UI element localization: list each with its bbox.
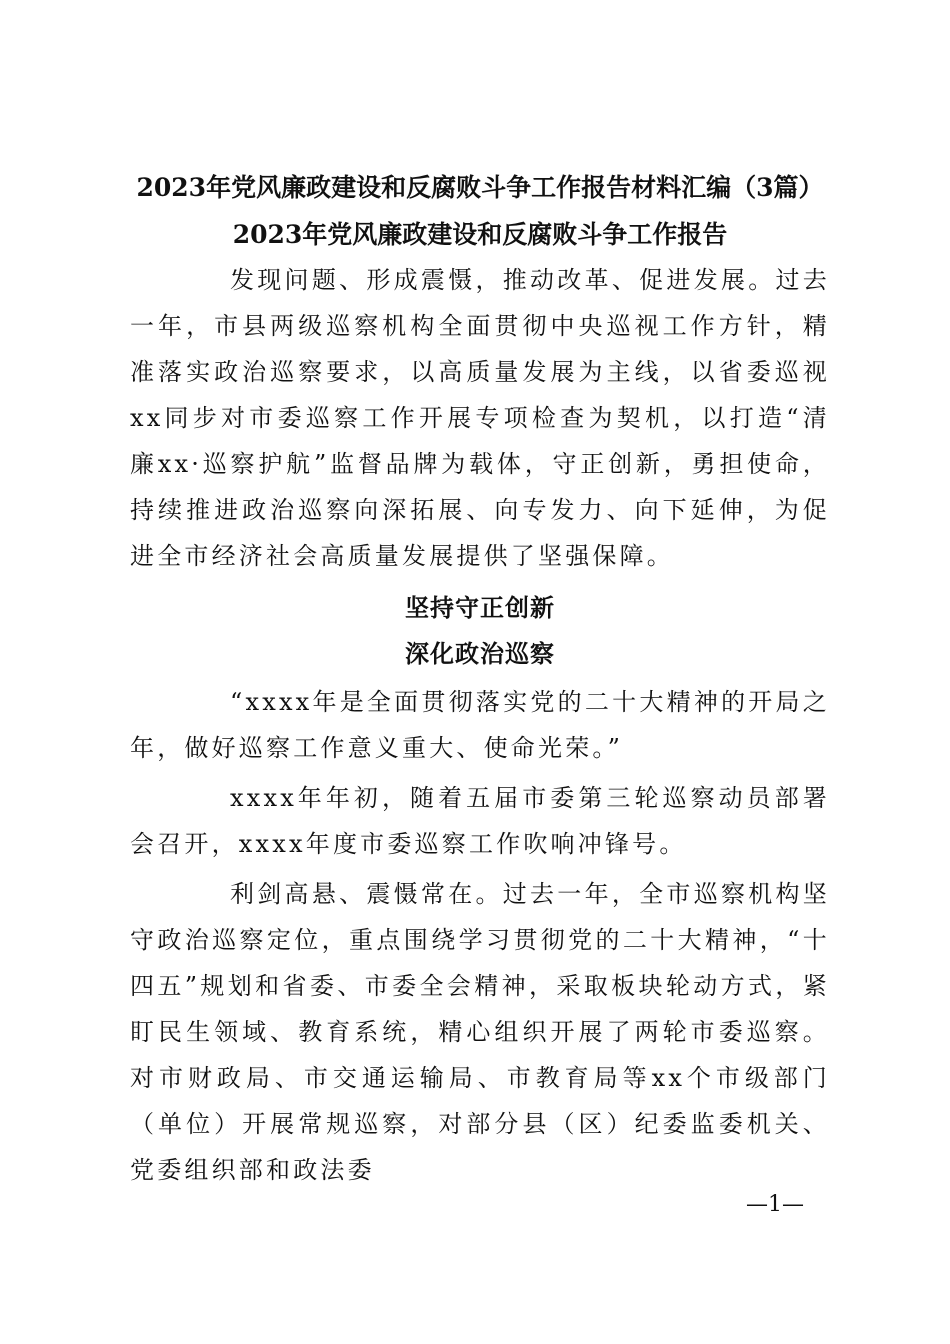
document-title: 2023年党风廉政建设和反腐败斗争工作报告材料汇编（3篇） — [136, 173, 824, 202]
paragraph-quote: “xxxx年是全面贯彻落实党的二十大精神的开局之年，做好巡察工作意义重大、使命光荣。” — [130, 688, 830, 762]
paragraph-intro: 发现问题、形成震慑，推动改革、促进发展。过去一年，市县两级巡察机构全面贯彻中央巡视工作方针，精准落实政治巡察要求，以高质量发展为主线，以省委巡视xx同步对市委巡察工作开展专项检查为契机，以打造“清廉xx·巡察护航”监督品牌为载体，守正创新，勇担使命，持续推进政治巡察向深拓展、向专发力、向下延伸，为促进全市经济社会高质量发展提供了坚强保障。 — [130, 266, 830, 570]
section-heading-1: 坚持守正创新 — [405, 593, 555, 622]
paragraph-kickoff: xxxx年年初，随着五届市委第三轮巡察动员部署会召开，xxxx年度市委巡察工作吹响冲锋号。 — [130, 784, 830, 858]
paragraph-inspection: 利剑高悬、震慑常在。过去一年，全市巡察机构坚守政治巡察定位，重点围绕学习贯彻党的二十大精神，“十四五”规划和省委、市委全会精神，采取板块轮动方式，紧盯民生领域、教育系统，精心组织开展了两轮市委巡察。对市财政局、市交通运输局、市教育局等xx个市级部门（单位）开展常规巡察，对部分县（区）纪委监委机关、党委组织部和政法委 — [130, 880, 830, 1184]
document-body — [130, 168, 830, 1193]
section-heading-2: 深化政治巡察 — [405, 639, 555, 668]
report-title: 2023年党风廉政建设和反腐败斗争工作报告 — [232, 220, 728, 249]
page-number: —1— — [746, 1192, 804, 1217]
